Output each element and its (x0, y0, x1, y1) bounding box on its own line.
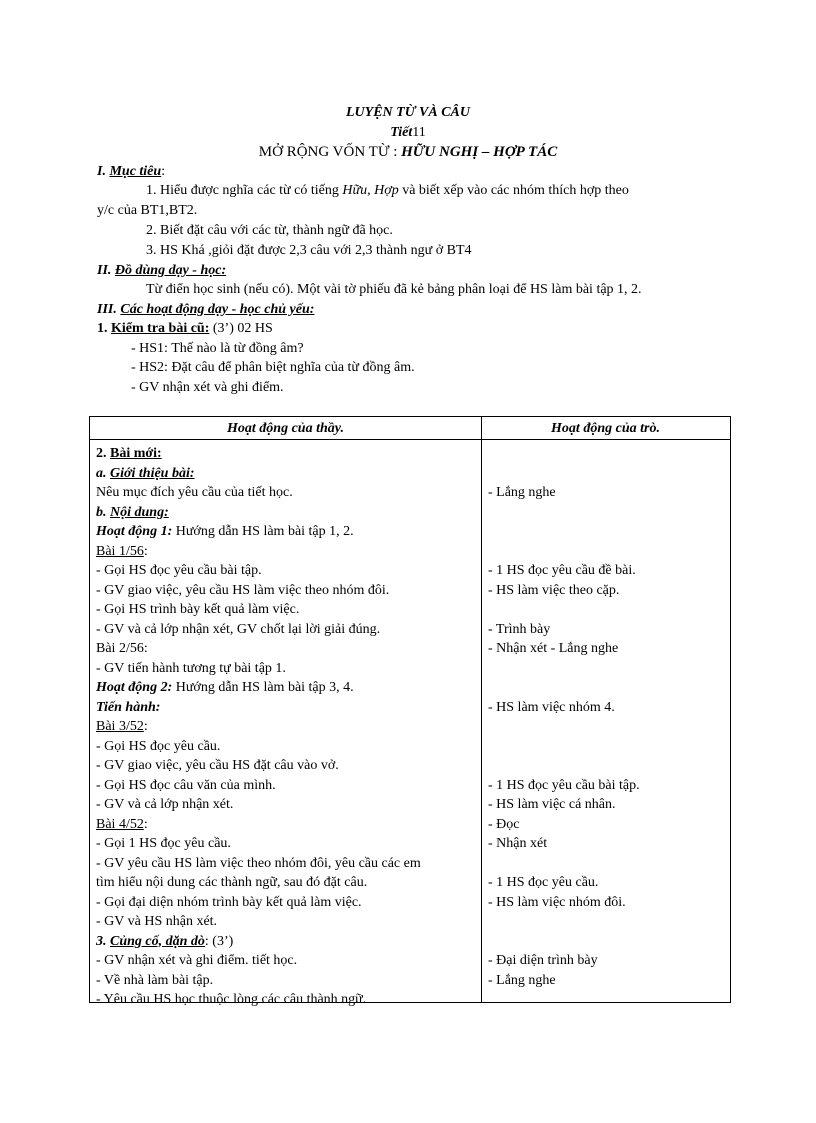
section-materials-heading: II. Đồ dùng dạy - học: (97, 263, 227, 278)
table-header-divider (90, 439, 730, 440)
student-row: - 1 HS đọc yêu cầu. (488, 875, 599, 890)
student-row: - Lắng nghe (488, 972, 556, 988)
student-row: - 1 HS đọc yêu cầu đề bài. (488, 563, 636, 578)
teacher-row: Bài 4/52: (96, 816, 148, 832)
teacher-row: - Gọi HS đọc yêu cầu bài tập. (96, 563, 262, 578)
review-item-2: - HS2: Đặt câu để phân biệt nghĩa của từ đồng âm. (131, 360, 415, 375)
teacher-row: Hoạt động 2: Hướng dẫn HS làm bài tập 3, 4. (96, 680, 354, 695)
teacher-row: 2. Bài mới: (96, 446, 162, 461)
student-row: - Đọc (488, 816, 520, 832)
objective-1-cont: y/c của BT1,BT2. (97, 203, 198, 218)
student-row: - Lắng nghe (488, 485, 556, 500)
topic-name: HỮU NGHỊ – HỢP TÁC (401, 144, 558, 160)
teacher-row: - Gọi HS đọc câu văn của mình. (96, 777, 276, 793)
teacher-row: Bài 2/56: (96, 641, 148, 656)
teacher-row: Hoạt động 1: Hướng dẫn HS làm bài tập 1, 2. (96, 524, 354, 539)
teacher-row: - GV giao việc, yêu cầu HS làm việc theo nhóm đôi. (96, 582, 390, 598)
teacher-row: - Gọi đại diện nhóm trình bày kết quả làm việc. (96, 894, 362, 910)
teacher-row: - GV giao việc, yêu cầu HS đặt câu vào vở. (96, 758, 339, 773)
review-heading: 1. Kiểm tra bài cũ: (3’) 02 HS (97, 321, 273, 336)
teacher-row: tìm hiểu nội dung các thành ngữ, sau đó đặt câu. (96, 875, 368, 890)
teacher-row: - GV tiến hành tương tự bài tập 1. (96, 660, 286, 676)
teacher-row: - Gọi HS đọc yêu cầu. (96, 738, 221, 754)
activities-table (89, 416, 731, 1007)
teacher-row: - Yêu cầu HS học thuộc lòng các câu thành ngữ. (96, 992, 367, 1007)
section-objectives-heading: I. Mục tiêu: (97, 164, 166, 179)
lesson-number (0, 124, 816, 142)
section-activities-heading: III. Các hoạt động dạy - học chủ yếu: (97, 302, 315, 317)
table-column-divider (481, 417, 482, 1002)
lesson-number-value: 11 (412, 125, 426, 140)
teacher-row: b. Nội dung: (96, 504, 169, 520)
materials-text: Từ điển học sinh (nếu có). Một vài tờ phiếu đã kẻ bảng phân loại để HS làm bài tập 1, 2. (146, 282, 642, 297)
student-row: - HS làm việc cá nhân. (488, 797, 616, 812)
topic-prefix: MỞ RỘNG VỐN TỪ : (258, 144, 398, 160)
student-row: - Trình bày (488, 621, 551, 637)
teacher-row: - GV và cả lớp nhận xét, GV chốt lại lời giải đúng. (96, 621, 381, 637)
teacher-row: 3. Củng cố, dặn dò: (3’) (96, 933, 234, 949)
review-item-3: - GV nhận xét và ghi điểm. (131, 380, 284, 395)
table-header-teacher: Hoạt động của thầy. (227, 421, 344, 436)
student-row: - Nhận xét - Lắng nghe (488, 641, 619, 656)
teacher-row: - GV và cả lớp nhận xét. (96, 797, 234, 812)
teacher-row: - GV nhận xét và ghi điểm. tiết học. (96, 953, 298, 968)
table-header-student: Hoạt động của trò. (551, 421, 660, 436)
objective-3: 3. HS Khá ,giỏi đặt được 2,3 câu với 2,3 thành ngư ở BT4 (146, 243, 472, 258)
teacher-row: Bài 3/52: (96, 719, 148, 734)
lesson-topic (0, 143, 816, 161)
student-row: - Đại diện trình bày (488, 953, 598, 968)
student-row: - HS làm việc nhóm đôi. (488, 894, 626, 910)
lesson-label: Tiết (390, 125, 413, 140)
teacher-row: Nêu mục đích yêu cầu của tiết học. (96, 485, 293, 500)
student-row: - HS làm việc theo cặp. (488, 582, 620, 598)
student-row: - 1 HS đọc yêu cầu bài tập. (488, 777, 640, 793)
teacher-row: - Gọi 1 HS đọc yêu cầu. (96, 836, 231, 851)
objective-1: 1. Hiểu được nghĩa các từ có tiếng Hữu, Hợp và biết xếp vào các nhóm thích hợp theo (146, 183, 629, 198)
review-item-1: - HS1: Thế nào là từ đồng âm? (131, 341, 304, 356)
teacher-row: - GV và HS nhận xét. (96, 914, 218, 929)
student-row: - Nhận xét (488, 836, 548, 851)
teacher-row: Bài 1/56: (96, 543, 148, 559)
student-row: - HS làm việc nhóm 4. (488, 699, 615, 715)
teacher-row: Tiến hành: (96, 699, 161, 715)
teacher-row: - GV yêu cầu HS làm việc theo nhóm đôi, yêu cầu các em (96, 855, 421, 871)
objective-2: 2. Biết đặt câu với các từ, thành ngữ đã học. (146, 223, 393, 238)
teacher-row: - Gọi HS trình bày kết quả làm việc. (96, 602, 300, 617)
teacher-row: a. Giới thiệu bài: (96, 465, 195, 481)
lesson-subject-title: LUYỆN TỪ VÀ CÂU (345, 105, 471, 120)
teacher-row: - Về nhà làm bài tập. (96, 972, 214, 988)
